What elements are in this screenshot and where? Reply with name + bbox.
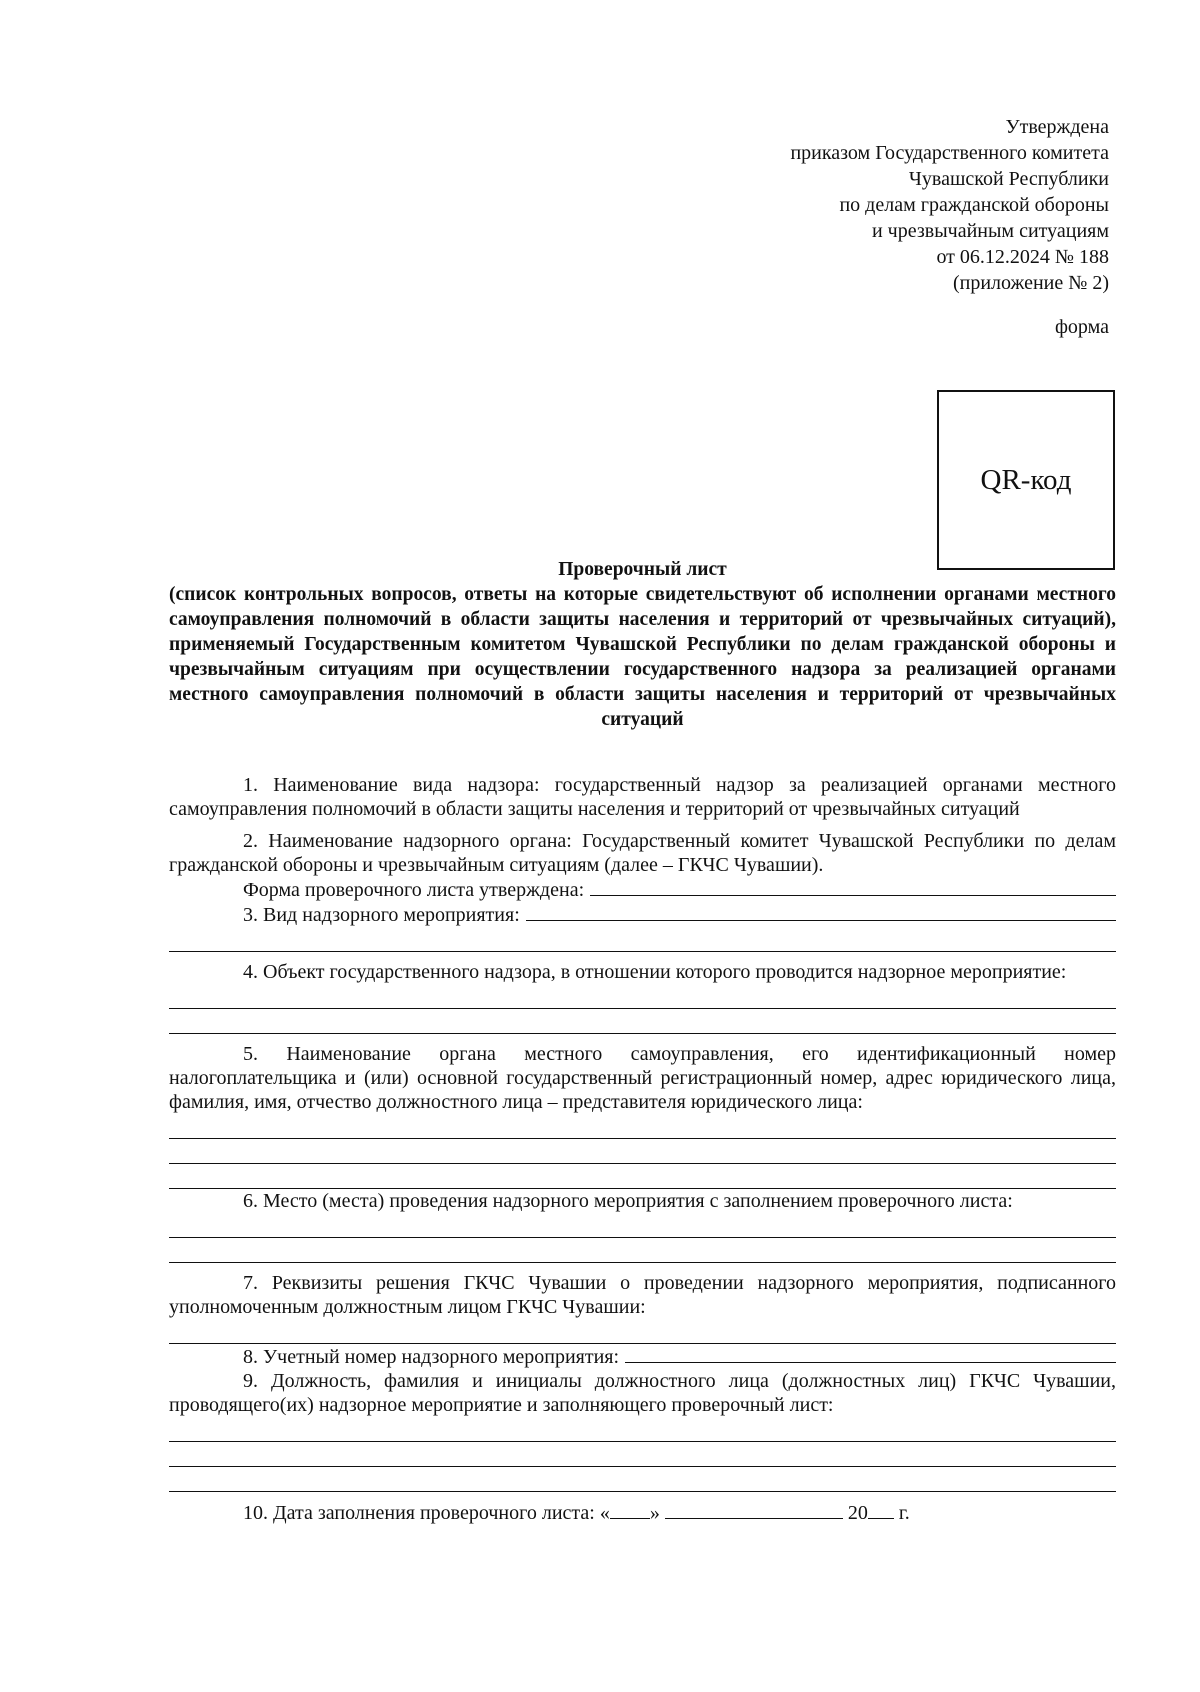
item-5-line-1[interactable] [169,1114,1116,1139]
item-2: 2. Наименование надзорного органа: Государственный комитет Чувашской Республики по делам гражданской обороны и чрезвычайным ситуациям (далее – ГКЧС Чувашии). [169,830,1116,876]
document-title-block [169,557,1116,732]
form-approved-label: Форма проверочного листа утверждена: [243,879,585,901]
document-subtitle: (список контрольных вопросов, ответы на которые свидетельствуют об исполнении органами местного самоуправления полномочий в области защиты населения и территорий от чрезвычайных ситуаций), применяемый Государственным комитетом Чувашской Республики по делам гражданской обороны и чрезвычайным ситуациям при осуществлении государственного надзора за реализацией органами местного самоуправления полномочий в области защиты населения и территорий от чрезвычайных ситуаций [169,584,1116,730]
item-5-line-3[interactable] [169,1164,1116,1189]
date-open-quote: « [599,1502,610,1524]
item-5: 5. Наименование органа местного самоуправления, его идентификационный номер налогоплательщика и (или) основной государственный регистрационный номер, адрес юридического лица, фамилия, имя, отчество должностного лица – представителя юридического лица: [169,1043,1116,1113]
item-6-line-1[interactable] [169,1213,1116,1238]
date-close-quote: » [649,1502,660,1524]
item-5-line-2[interactable] [169,1139,1116,1164]
item-3-row [169,902,1116,927]
item-1: 1. Наименование вида надзора: государственный надзор за реализацией органами местного самоуправления полномочий в области защиты населения и территорий от чрезвычайных ситуаций [169,774,1116,820]
item-3-label: 3. Вид надзорного мероприятия: [243,904,520,926]
date-year-prefix: 20 [847,1502,868,1524]
date-year-suffix: г. [898,1502,910,1524]
item-9-line-3[interactable] [169,1467,1116,1492]
item-4-label: 4. Объект государственного надзора, в отношении которого проводится надзорное мероприятие: [243,961,1067,983]
item-4 [169,960,1116,984]
form-approved-row [169,877,1116,902]
form-approved-field[interactable] [590,877,1116,896]
item-7 [169,1271,1116,1319]
document-title: Проверочный лист [558,559,727,580]
approval-line: Чувашской Республики [908,168,1109,190]
item-4-line-1[interactable] [169,984,1116,1009]
item-9-line-2[interactable] [169,1442,1116,1467]
checklist-body [169,773,1116,1525]
qr-code-label: QR-код [980,463,1072,496]
qr-code-placeholder [937,390,1115,570]
date-day-field[interactable] [610,1500,650,1519]
item-9-line-1[interactable] [169,1417,1116,1442]
item-7-line-1[interactable] [169,1319,1116,1344]
approval-line: приказом Государственного комитета [790,142,1109,164]
approval-line: (приложение № 2) [952,272,1109,294]
approval-line: по делам гражданской обороны [839,194,1109,216]
item-6-line-2[interactable] [169,1238,1116,1263]
item-3-field[interactable] [526,902,1116,921]
approval-line: и чрезвычайным ситуациям [871,220,1109,242]
item-3-extra-line[interactable] [169,927,1116,952]
item-10-label: 10. Дата заполнения проверочного листа: [243,1502,595,1524]
approval-line: Утверждена [1005,116,1109,138]
item-9: 9. Должность, фамилия и инициалы должностного лица (должностных лиц) ГКЧС Чувашии, проводящего(их) надзорное мероприятие и заполняющего проверочный лист: [169,1370,1116,1416]
approval-stamp [790,114,1109,296]
item-8-row [169,1344,1116,1369]
date-month-field[interactable] [665,1500,843,1519]
item-8-field[interactable] [625,1344,1116,1363]
item-7-label: 7. Реквизиты решения ГКЧС Чувашии о проведении надзорного мероприятия, подписанного уполномоченным должностным лицом ГКЧС Чувашии: [169,1272,1116,1318]
date-year-field[interactable] [868,1500,894,1519]
item-10-row [169,1500,1116,1525]
approval-line: от 06.12.2024 № 188 [936,246,1109,268]
item-8-label: 8. Учетный номер надзорного мероприятия: [243,1346,620,1368]
item-4-line-2[interactable] [169,1009,1116,1034]
form-label: форма [1054,316,1109,338]
item-6: 6. Место (места) проведения надзорного мероприятия с заполнением проверочного листа: [243,1190,1013,1212]
